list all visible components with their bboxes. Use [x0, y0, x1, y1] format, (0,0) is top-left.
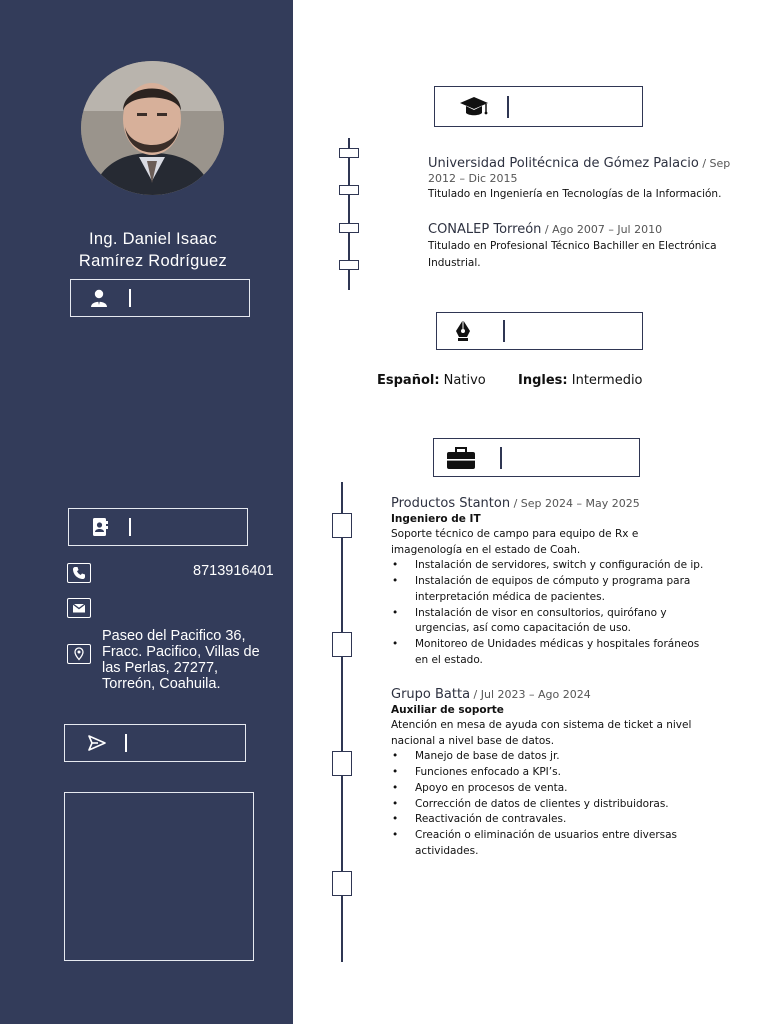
list-item-text: urgencias, así como capacitación de uso.: [415, 622, 632, 635]
list-item-text: • Corrección de datos de clientes y distribuidoras.: [415, 797, 669, 810]
list-item-text: • Reactivación de contravales.: [415, 813, 567, 826]
job-summary: imagenología en el estado de Coah.: [391, 543, 581, 556]
address-line: las Perlas, 27277,: [102, 660, 219, 676]
responsibilities-list: [391, 558, 751, 668]
social-section-header: [64, 724, 246, 762]
send-icon: [87, 733, 107, 753]
list-item-text: • Apoyo en procesos de venta.: [415, 781, 568, 794]
language-name: Español:: [377, 373, 440, 388]
phone-number[interactable]: 8713916401: [193, 563, 274, 579]
company-name: Grupo Batta: [391, 687, 471, 702]
education-description: Titulado en Profesional Técnico Bachiller en Electrónica: [428, 240, 717, 252]
job-role: Ingeniero de IT: [391, 513, 481, 525]
job-summary: nacional a nivel base de datos.: [391, 734, 555, 747]
list-item-text: interpretación médica de pacientes.: [415, 590, 605, 603]
list-item: [415, 781, 751, 797]
timeline-marker: [339, 148, 359, 158]
job-summary: Atención en mesa de ayuda con sistema de ticket a nivel: [391, 719, 692, 731]
language-item: [518, 373, 643, 388]
experience-date: / Jul 2023 – Ago 2024: [470, 688, 591, 701]
list-item-text: • Instalación de servidores, switch y configuración de ip.: [415, 559, 704, 572]
header-divider: [125, 734, 127, 752]
job-role: Auxiliar de soporte: [391, 704, 504, 716]
profile-section-header: [70, 279, 250, 317]
timeline-marker: [339, 185, 359, 195]
mail-icon: [67, 598, 91, 618]
address: [102, 628, 282, 692]
list-item-text: • Creación o eliminación de usuarios entre diversas: [415, 828, 678, 841]
experience-entry: [391, 686, 751, 859]
sidebar: [0, 0, 293, 1024]
address-line: Paseo del Pacifico 36,: [102, 628, 246, 644]
location-pin-icon: [67, 644, 91, 664]
list-item: [415, 765, 751, 781]
list-item-text: en el estado.: [415, 653, 483, 666]
address-line: Fracc. Pacifico, Villas de: [102, 644, 260, 660]
institution-name: Universidad Politécnica de Gómez Palacio: [428, 156, 699, 171]
header-divider: [129, 289, 131, 307]
experience-entry: [391, 495, 751, 668]
graduation-cap-icon: [459, 95, 489, 119]
list-item-text: actividades.: [415, 844, 479, 857]
list-item-text: • Instalación de equipos de cómputo y programa para: [415, 575, 691, 588]
language-level: Intermedio: [567, 373, 643, 388]
list-item: [415, 558, 751, 574]
education-entry: [428, 221, 748, 272]
timeline-marker: [332, 751, 352, 776]
timeline-marker: [339, 223, 359, 233]
languages-section-header: [436, 312, 643, 350]
language-item: [377, 373, 486, 388]
timeline-marker: [332, 632, 352, 657]
contact-section-header: [68, 508, 248, 546]
profile-photo: [81, 61, 224, 195]
education-date: 2012 – Dic 2015: [428, 172, 518, 185]
list-item-text: • Instalación de visor en consultorios, quirófano y: [415, 606, 667, 619]
full-name: [60, 228, 246, 272]
name-line-1: Ing. Daniel Isaac: [88, 230, 217, 248]
education-entry: [428, 155, 748, 203]
list-item-text: • Manejo de base de datos jr.: [415, 750, 560, 763]
language-level: Nativo: [439, 373, 486, 388]
briefcase-icon: [446, 446, 476, 470]
language-name: Ingles:: [518, 373, 568, 388]
name-line-2: Ramírez Rodríguez: [78, 252, 228, 270]
list-item: [415, 749, 751, 765]
header-divider: [129, 518, 131, 536]
list-item: [415, 797, 751, 813]
list-item-text: • Monitoreo de Unidades médicas y hospitales foráneos: [415, 637, 700, 650]
header-divider: [507, 96, 509, 118]
education-date: / Sep: [698, 157, 731, 170]
institution-name: CONALEP Torreón: [428, 222, 542, 237]
list-item: [415, 606, 751, 637]
education-description: Industrial.: [428, 257, 481, 269]
list-item: [415, 828, 751, 859]
list-item: [415, 637, 751, 668]
list-item-text: • Funciones enfocado a KPI’s.: [415, 766, 561, 779]
phone-icon: [67, 563, 91, 583]
experience-section-header: [433, 438, 640, 477]
education-description: Titulado en Ingeniería en Tecnologías de la Información.: [428, 188, 722, 200]
timeline-marker: [332, 871, 352, 896]
timeline-marker: [332, 513, 352, 538]
contact-card-icon: [91, 517, 109, 537]
experience-date: / Sep 2024 – May 2025: [510, 497, 640, 510]
education-section-header: [434, 86, 643, 127]
header-divider: [500, 447, 502, 469]
company-name: Productos Stanton: [391, 496, 511, 511]
list-item: [415, 812, 751, 828]
empty-frame: [64, 792, 254, 961]
pen-nib-icon: [453, 319, 473, 343]
user-icon: [89, 288, 109, 308]
list-item: [415, 574, 751, 605]
job-summary: Soporte técnico de campo para equipo de Rx e: [391, 528, 639, 540]
education-date: / Ago 2007 – Jul 2010: [541, 223, 663, 236]
address-line: Torreón, Coahuila.: [102, 676, 221, 692]
header-divider: [503, 320, 505, 342]
responsibilities-list: [391, 749, 751, 859]
timeline-marker: [339, 260, 359, 270]
